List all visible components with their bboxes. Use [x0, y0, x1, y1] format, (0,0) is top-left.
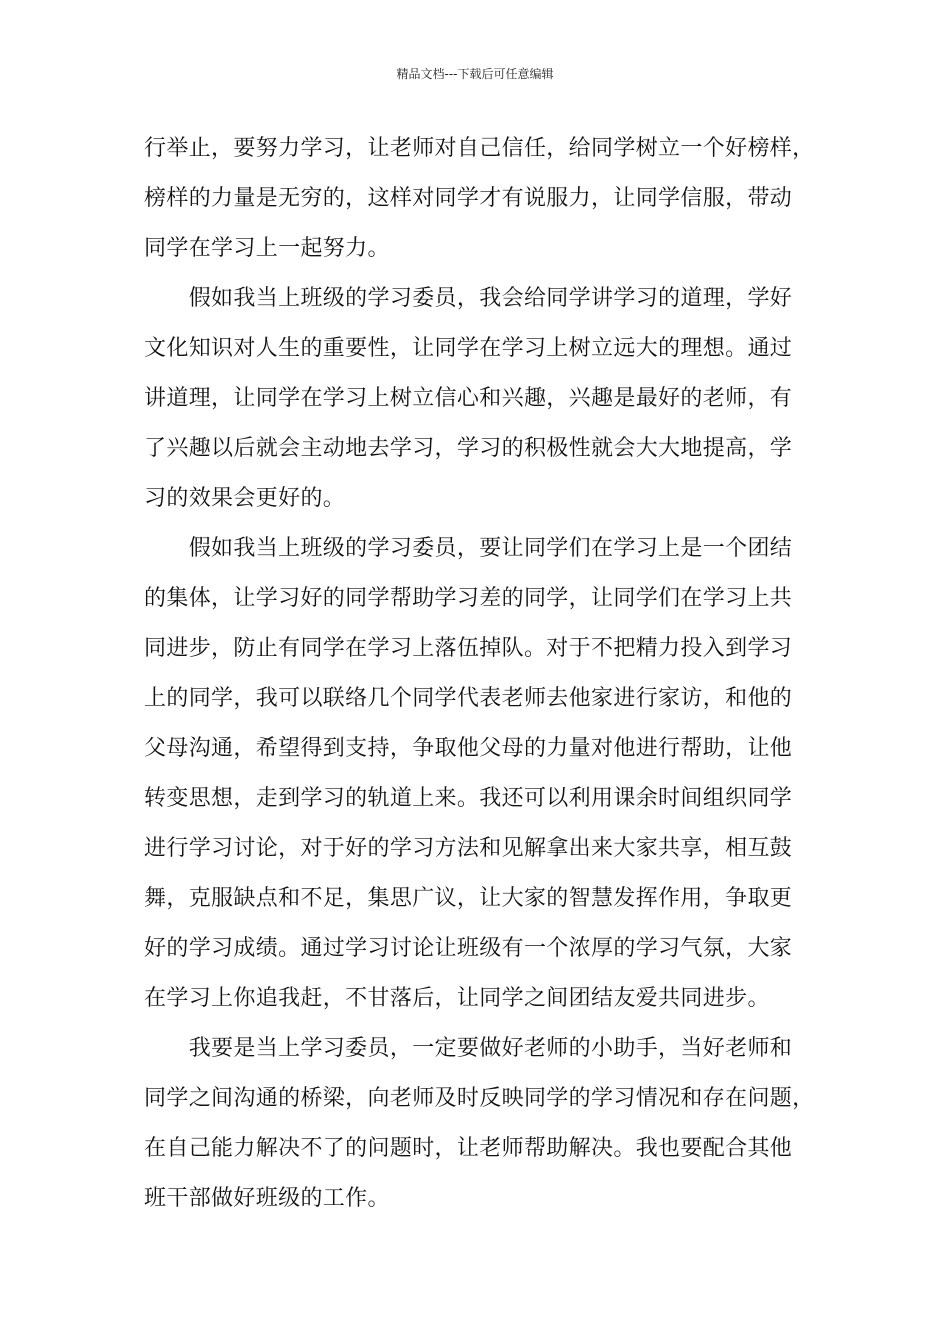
text-line: 进行学习讨论，对于好的学习方法和见解拿出来大家共享，相互鼓	[144, 836, 793, 861]
text-line: 习的效果会更好的。	[144, 486, 346, 511]
text-line: 文化知识对人生的重要性，让同学在学习上树立远大的理想。通过	[144, 336, 793, 361]
text-line: 我要是当上学习委员，一定要做好老师的小助手，当好老师和	[144, 1036, 793, 1061]
text-line: 的集体，让学习好的同学帮助学习差的同学，让同学们在学习上共	[144, 586, 793, 611]
text-line: 舞，克服缺点和不足，集思广议，让大家的智慧发挥作用，争取更	[144, 886, 793, 911]
text-line: 在自己能力解决不了的问题时，让老师帮助解决。我也要配合其他	[144, 1136, 793, 1161]
page-header: 精品文档---下载后可任意编辑	[396, 67, 554, 81]
text-line: 行举止，要努力学习，让老师对自己信任，给同学树立一个好榜样，	[144, 136, 815, 161]
text-line: 同进步，防止有同学在学习上落伍掉队。对于不把精力投入到学习	[144, 636, 793, 661]
paragraph-2	[144, 274, 812, 524]
paragraph-1	[144, 124, 815, 274]
text-line: 父母沟通，希望得到支持，争取他父母的力量对他进行帮助，让他	[144, 736, 793, 761]
text-line: 班干部做好班级的工作。	[144, 1186, 390, 1211]
text-line: 同学在学习上一起努力。	[144, 236, 390, 261]
paragraph-4	[144, 1024, 815, 1224]
text-line: 同学之间沟通的桥梁，向老师及时反映同学的学习情况和存在问题，	[144, 1086, 815, 1111]
document-body	[144, 124, 815, 1224]
text-line: 了兴趣以后就会主动地去学习，学习的积极性就会大大地提高，学	[144, 436, 793, 461]
text-line: 上的同学，我可以联络几个同学代表老师去他家进行家访，和他的	[144, 686, 793, 711]
paragraph-3	[144, 524, 812, 1024]
text-line: 好的学习成绩。通过学习讨论让班级有一个浓厚的学习气氛，大家	[144, 936, 793, 961]
text-line: 假如我当上班级的学习委员，要让同学们在学习上是一个团结	[144, 536, 793, 561]
text-line: 假如我当上班级的学习委员，我会给同学讲学习的道理，学好	[144, 286, 793, 311]
text-line: 在学习上你追我赶，不甘落后，让同学之间团结友爱共同进步。	[144, 986, 770, 1011]
text-line: 讲道理，让同学在学习上树立信心和兴趣，兴趣是最好的老师，有	[144, 386, 793, 411]
text-line: 榜样的力量是无穷的，这样对同学才有说服力，让同学信服，带动	[144, 186, 793, 211]
text-line: 转变思想，走到学习的轨道上来。我还可以利用课余时间组织同学	[144, 786, 793, 811]
